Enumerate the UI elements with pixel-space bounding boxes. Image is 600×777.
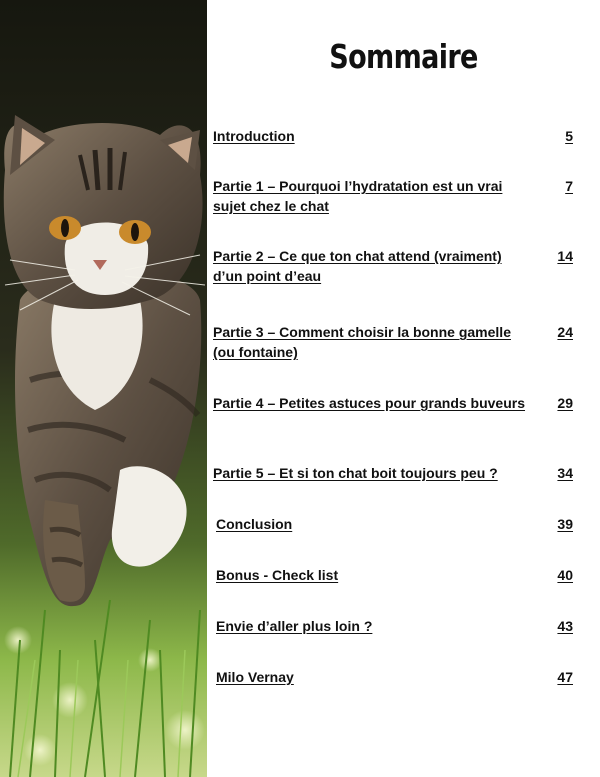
toc-entry-partie-4[interactable]: [213, 393, 573, 413]
toc-entry-label: Milo Vernay: [216, 669, 294, 685]
toc-entry-page-number: 40: [557, 567, 573, 583]
toc-entry-page-number: 14: [557, 248, 573, 264]
toc-entry-page-number: 39: [557, 516, 573, 532]
toc-entry-label: Partie 3 – Comment choisir la bonne gamelle (ou fontaine): [213, 324, 511, 360]
toc-entry-label: Partie 1 – Pourquoi l’hydratation est un vrai sujet chez le chat: [213, 178, 503, 214]
toc-entry-conclusion[interactable]: [216, 514, 573, 534]
toc-entry-page-number: 29: [557, 395, 573, 411]
toc-entry-page-number: 47: [557, 669, 573, 685]
toc-entry-label: Partie 5 – Et si ton chat boit toujours peu ?: [213, 465, 498, 481]
toc-entry-page-number: 5: [565, 128, 573, 144]
toc-entry-page-number: 43: [557, 618, 573, 634]
toc-entry-label: Introduction: [213, 128, 295, 144]
toc-entry-partie-1[interactable]: [213, 176, 573, 216]
toc-entry-partie-5[interactable]: [213, 463, 573, 483]
toc-entry-label: Conclusion: [216, 516, 293, 532]
toc-entry-label: Partie 2 – Ce que ton chat attend (vraiment) d’un point d’eau: [213, 248, 502, 284]
toc-entry-introduction[interactable]: [213, 126, 573, 146]
toc-entry-page-number: 7: [565, 178, 573, 194]
table-of-contents: [207, 0, 600, 777]
toc-entry-page-number: 24: [557, 324, 573, 340]
toc-entry-label: Bonus - Check list: [216, 567, 339, 583]
toc-entry-partie-2[interactable]: [213, 246, 573, 286]
toc-entry-bonus[interactable]: [216, 565, 573, 585]
toc-entry-milo-vernay[interactable]: [216, 667, 573, 687]
page-title: Sommaire: [329, 37, 478, 76]
cat-illustration: [0, 0, 207, 777]
toc-entry-aller-plus-loin[interactable]: [216, 616, 573, 636]
toc-entry-label: Envie d’aller plus loin ?: [216, 618, 373, 634]
toc-entry-label: Partie 4 – Petites astuces pour grands buveurs: [213, 395, 526, 411]
toc-entry-partie-3[interactable]: [213, 322, 573, 362]
cat-photo: [0, 0, 207, 777]
toc-entry-page-number: 34: [557, 465, 573, 481]
